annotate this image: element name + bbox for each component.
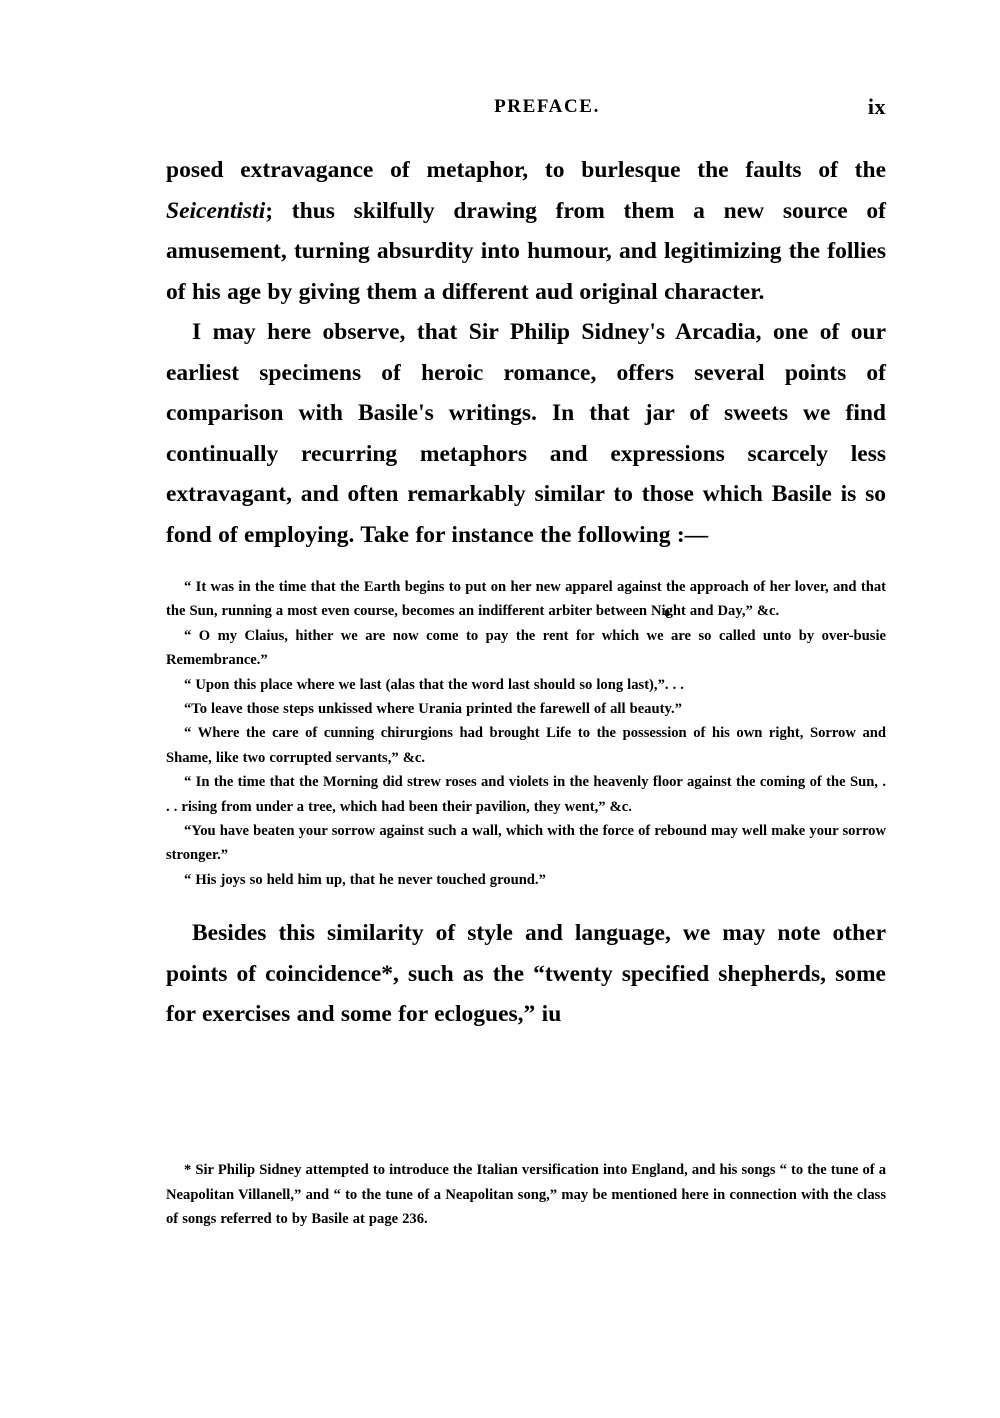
quotation-item: “ Upon this place where we last (alas that the word last should so long last),”. . . — [184, 676, 684, 693]
footnote-text: * Sir Philip Sidney attempted to introduce the Italian versification into England, and his songs “ to the tune of a Neapolitan Villanell,” and “ to the tune of a Neapolitan song,” may be mentioned here in connection with the class of songs referred to by Basile at page 236. — [166, 1162, 886, 1228]
quotation-item: “ It was in the time that the Earth begins to put on her new apparel against the approach of her lover, and that the Sun, running a most even course, becomes an indifferent arbiter between Night and Day,” &c. — [166, 579, 886, 620]
quotation-item: “ In the time that the Morning did strew roses and violets in the heavenly floor against the coming of the Sun, . . . rising from under a tree, which had been their pavilion, they went,” &c. — [166, 774, 886, 815]
page-number: ix — [867, 94, 886, 119]
quotation-item: “You have beaten your sorrow against such a wall, which with the force of rebound may well make your sorrow stronger.” — [166, 823, 886, 864]
quotation-item: “ His joys so held him up, that he never touched ground.” — [184, 871, 546, 888]
paragraph-besides-similarity: Besides this similarity of style and language, we may note other points of coincidence*, such as the “twenty specified shepherds, some for exercises and some for eclogues,” iu — [166, 920, 886, 1028]
quotation-item: “To leave those steps unkissed where Urania printed the farewell of all beauty.” — [184, 701, 682, 718]
paragraph-continued — [166, 150, 886, 312]
running-head — [166, 96, 886, 124]
quotation-item: “ O my Claius, hither we are now come to pay the rent for which we are so called unto by over-busie Remembrance.” — [166, 627, 886, 669]
page-title: PREFACE. — [494, 96, 600, 117]
quotation-block — [166, 575, 886, 892]
quotation-item: “ Where the care of cunning chirurgions had brought Life to the possession of his own right, Sorrow and Shame, like two corrupted servants,” &c. — [166, 725, 886, 766]
footnote-area — [166, 1158, 886, 1232]
text-column — [166, 150, 886, 1035]
paragraph-1-text-b: ; thus skilfully drawing from them a new source of amusement, turning absurdity into humour, and legitimizing the follies of his age by giving them a different aud original character. — [166, 197, 886, 305]
italic-term-seicentisti: Seicentisti — [166, 197, 266, 224]
paragraph-sidney-arcadia: I may here observe, that Sir Philip Sidney's Arcadia, one of our earliest specimens of heroic romance, offers several points of comparison with Basile's writings. In that jar of sweets we find continually recurring metaphors and expressions scarcely less extravagant, and often remarkably similar to those which Basile is so fond of employing. Take for instance the following :— — [166, 319, 886, 548]
paragraph-1-text-a: posed extravagance of metaphor, to burlesque the faults of the — [166, 157, 886, 183]
